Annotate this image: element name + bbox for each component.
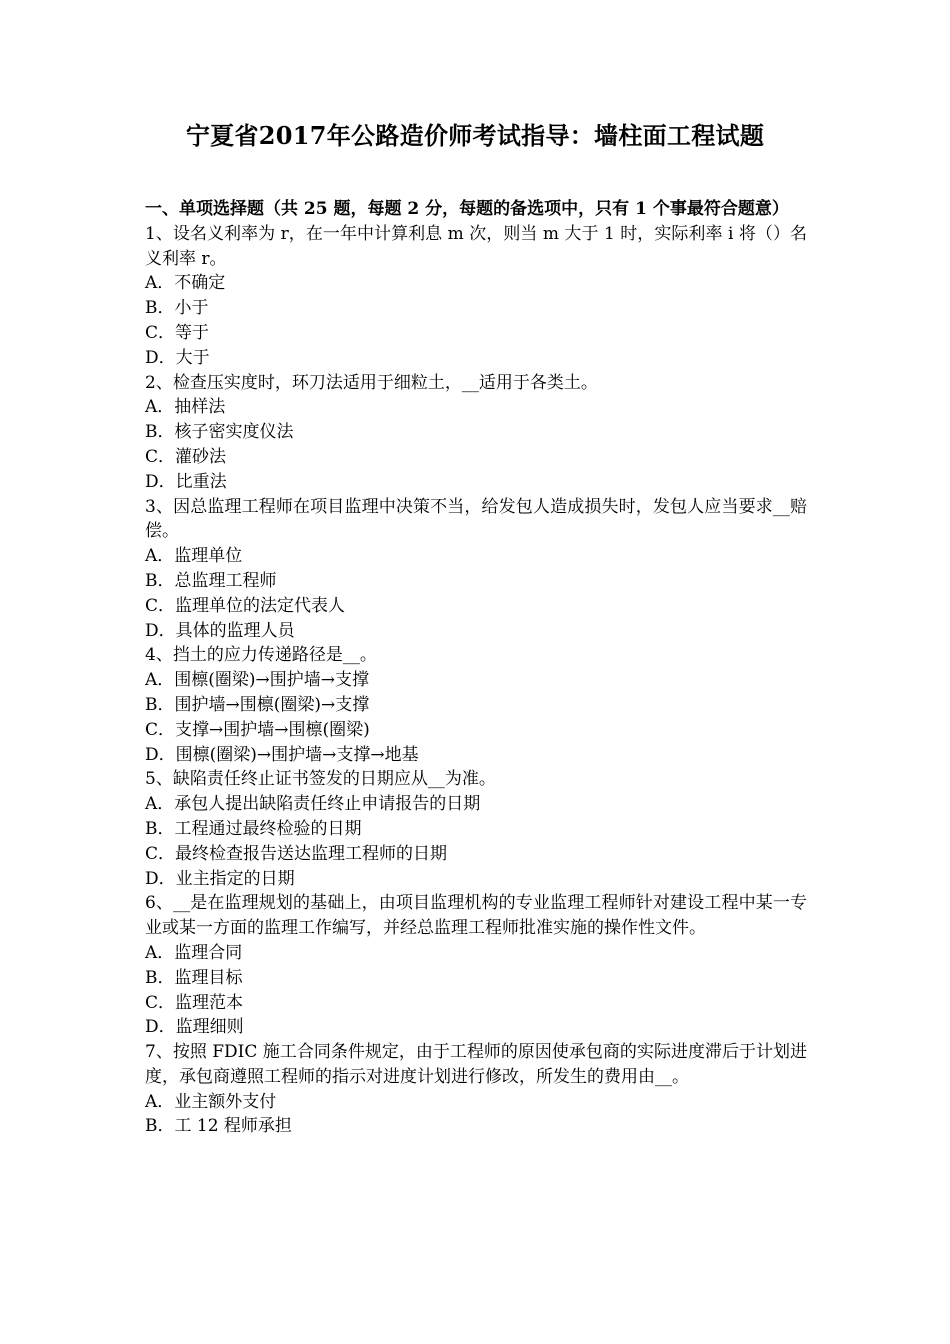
document-title: 宁夏省2017年公路造价师考试指导：墙柱面工程试题 bbox=[185, 121, 765, 150]
question-option: B．总监理工程师 bbox=[145, 570, 277, 591]
question-option: A．业主额外支付 bbox=[145, 1091, 277, 1112]
question-option: B．小于 bbox=[145, 298, 209, 319]
question-option: B．核子密实度仪法 bbox=[145, 422, 294, 443]
question-option: A．抽样法 bbox=[145, 397, 226, 418]
question-option: D．比重法 bbox=[145, 471, 227, 492]
question-option: C．支撑→围护墙→围檩(圈梁) bbox=[145, 719, 370, 740]
question-stem: 3、因总监理工程师在项目监理中决策不当，给发包人造成损失时，发包人应当要求__赔偿。 bbox=[145, 496, 807, 542]
question-2 bbox=[145, 371, 807, 495]
question-option: A．监理合同 bbox=[145, 942, 243, 963]
question-stem: 7、按照 FDIC 施工合同条件规定，由于工程师的原因使承包商的实际进度滞后于计划进度，承包商遵照工程师的指示对进度计划进行修改，所发生的费用由__。 bbox=[145, 1042, 807, 1087]
question-option: C．最终检查报告送达监理工程师的日期 bbox=[145, 843, 448, 864]
question-option: B．工程通过最终检验的日期 bbox=[145, 818, 362, 839]
question-option: A．承包人提出缺陷责任终止申请报告的日期 bbox=[145, 794, 481, 815]
question-option: A．围檩(圈梁)→围护墙→支撑 bbox=[145, 670, 370, 691]
question-stem: 2、检查压实度时，环刀法适用于细粒土，__适用于各类土。 bbox=[145, 372, 598, 393]
question-stem: 1、设名义利率为 r，在一年中计算利息 m 次，则当 m 大于 1 时，实际利率 i 将（）名义利率 r。 bbox=[145, 223, 807, 269]
question-option: A．监理单位 bbox=[145, 546, 243, 567]
question-6 bbox=[145, 891, 807, 1040]
question-stem: 5、缺陷责任终止证书签发的日期应从__为准。 bbox=[145, 769, 496, 790]
question-option: B．工 12 程师承担 bbox=[145, 1116, 292, 1137]
question-stem: 6、__是在监理规划的基础上，由项目监理机构的专业监理工程师针对建设工程中某一专业或某一方面的监理工作编写，并经总监理工程师批准实施的操作性文件。 bbox=[145, 893, 807, 939]
question-option: D．大于 bbox=[145, 347, 210, 368]
question-4 bbox=[145, 643, 807, 767]
question-stem: 4、挡土的应力传递路径是__。 bbox=[145, 645, 377, 666]
question-option: B．监理目标 bbox=[145, 967, 243, 988]
question-1 bbox=[145, 222, 807, 371]
question-3 bbox=[145, 495, 807, 644]
question-option: C．灌砂法 bbox=[145, 446, 227, 467]
question-option: B．围护墙→围檩(圈梁)→支撑 bbox=[145, 694, 370, 715]
question-option: C．等于 bbox=[145, 322, 210, 343]
question-option: C．监理范本 bbox=[145, 992, 244, 1013]
question-option: C．监理单位的法定代表人 bbox=[145, 595, 346, 616]
question-7 bbox=[145, 1040, 807, 1139]
section-heading: 一、单项选择题（共 25 题，每题 2 分，每题的备选项中，只有 1 个事最符合题意） bbox=[145, 199, 789, 219]
question-option: D．监理细则 bbox=[145, 1017, 244, 1038]
question-option: D．业主指定的日期 bbox=[145, 868, 295, 889]
question-option: D．围檩(圈梁)→围护墙→支撑→地基 bbox=[145, 744, 419, 765]
document-body bbox=[145, 197, 807, 1139]
question-5 bbox=[145, 767, 807, 891]
question-option: A．不确定 bbox=[145, 273, 226, 294]
question-option: D．具体的监理人员 bbox=[145, 620, 295, 641]
